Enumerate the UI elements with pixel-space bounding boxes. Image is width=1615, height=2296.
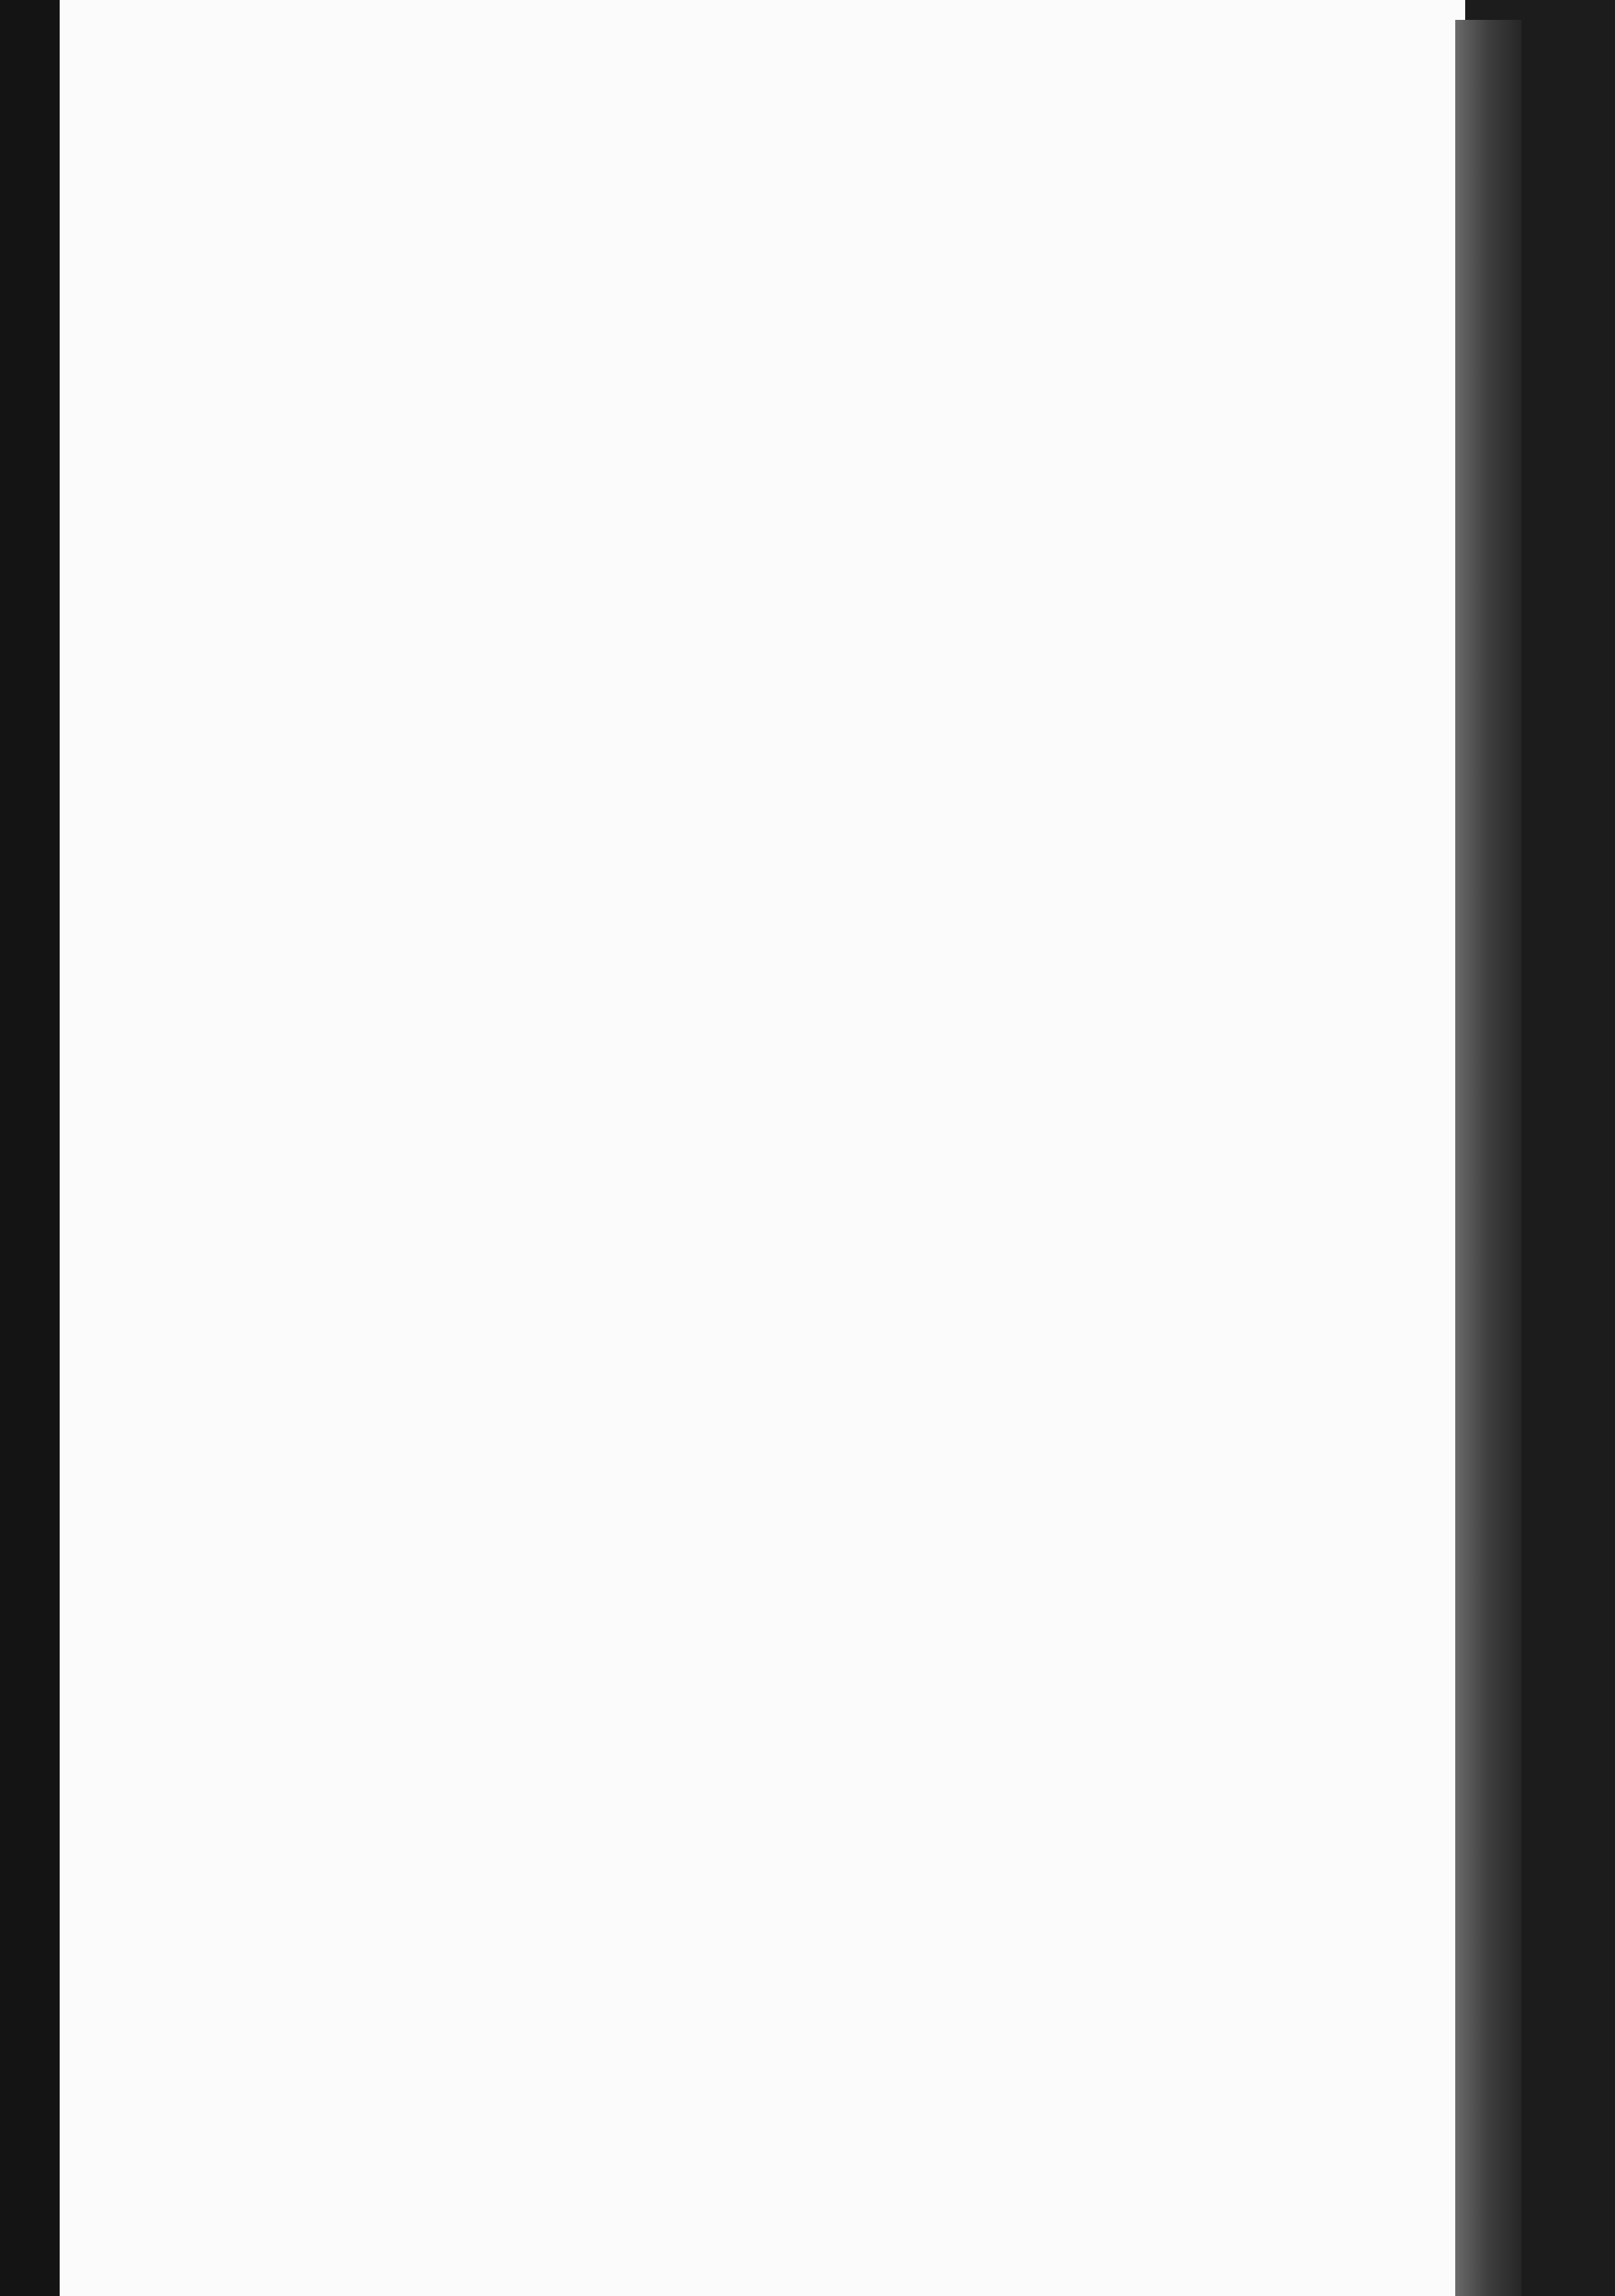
book-page bbox=[60, 0, 1465, 2296]
book-spine bbox=[1455, 20, 1522, 2296]
scan-left-margin bbox=[0, 0, 60, 2296]
